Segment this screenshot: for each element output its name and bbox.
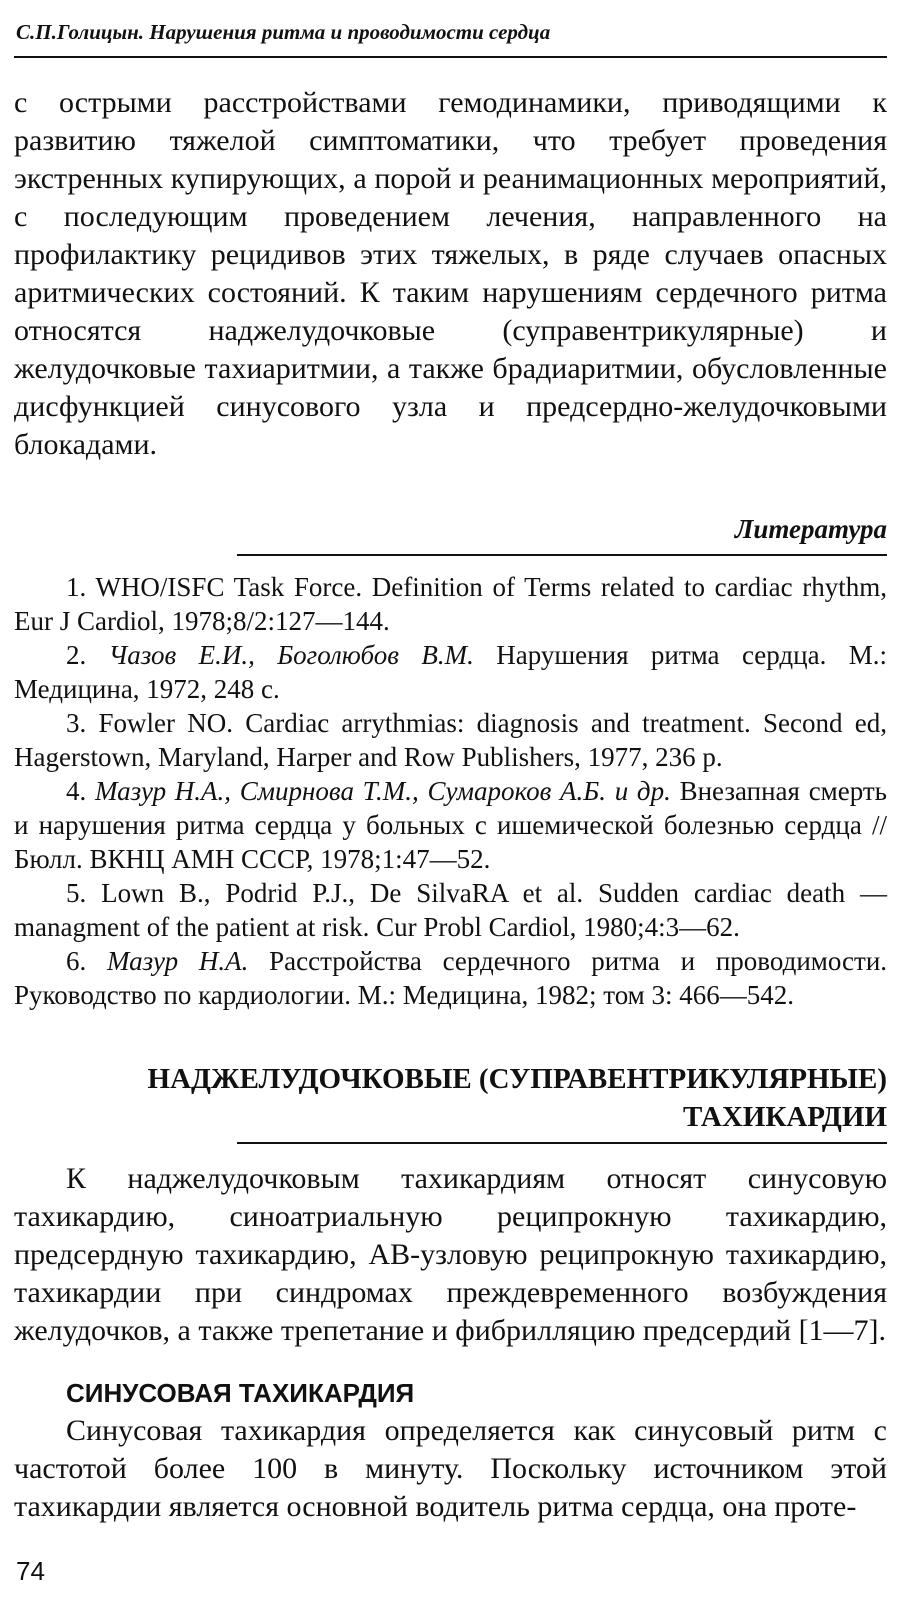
section-heading	[14, 1060, 887, 1136]
reference-list	[14, 570, 887, 1012]
reference-number: 3.	[66, 708, 87, 738]
page-number: 74	[16, 1556, 45, 1586]
reference-authors: Мазур Н.А., Смирнова Т.М., Сумароков А.Б. и др.	[94, 776, 671, 806]
reference-item	[14, 570, 887, 638]
reference-number: 4.	[66, 776, 87, 806]
intro-paragraph: с острыми расстройствами гемодинамики, приводящими к развитию тяжелой симптоматики, что требует проведения экстренных купирующих, а порой и реанимационных мероприятий, с последующим проведением лечения, направленного на профилактику рецидивов этих тяжелых, в ряде случаев опасных аритмических состояний. К таким нарушениям сердечного ритма относятся наджелудочковые (суправентрикулярные) и желудочковые тахиаритмии, а также брадиаритмии, обусловленные дисфункцией синусового узла и предсердно-желудочковыми блокадами.	[14, 86, 887, 461]
reference-item	[14, 944, 887, 1012]
literature-rule	[237, 554, 887, 556]
reference-text: Внезапная смерть и нарушения ритма сердца у больных с ишемической болезнью сердца // Бюлл. ВКНЦ АМН СССР, 1978;1:47—52.	[14, 776, 888, 874]
reference-number: 6.	[66, 946, 87, 976]
reference-text: Fowler NO. Cardiac arrythmias: diagnosis and treatment. Second ed, Hagerstown, Maryland, Harper and Row Publishers, 1977, 236 p.	[14, 708, 888, 772]
reference-text: Lown B., Podrid P.J., De SilvaRA et al. Sudden cardiac death — managment of the patient at risk. Cur Probl Cardiol, 1980;4:3—62.	[14, 878, 888, 942]
reference-item	[14, 638, 887, 706]
reference-text: WHO/ISFC Task Force. Definition of Terms related to cardiac rhythm, Eur J Cardiol, 1978;8/2:127—144.	[14, 572, 888, 636]
running-head: С.П.Голицын. Нарушения ритма и проводимости сердца	[16, 20, 551, 44]
reference-number: 2.	[66, 640, 87, 670]
reference-item	[14, 876, 887, 944]
reference-item	[14, 774, 887, 876]
literature-heading: Литература	[734, 514, 887, 544]
running-head-rule	[14, 56, 887, 58]
reference-text: Расстройства сердечного ритма и проводимости. Руководство по кардиологии. М.: Медицина, 1982; том 3: 466—542.	[14, 946, 888, 1010]
section-heading-line: НАДЖЕЛУДОЧКОВЫЕ (СУПРАВЕНТРИКУЛЯРНЫЕ)	[147, 1063, 887, 1095]
section-heading-rule	[237, 1142, 887, 1144]
reference-authors: Чазов Е.И., Боголюбов В.М.	[108, 640, 474, 670]
section-heading-line: ТАХИКАРДИИ	[683, 1101, 887, 1133]
reference-number: 5.	[66, 878, 87, 908]
subsection-heading: СИНУСОВАЯ ТАХИКАРДИЯ	[66, 1378, 415, 1408]
reference-text: Нарушения ритма сердца. М.: Медицина, 1972, 248 с.	[14, 640, 887, 704]
section-intro-paragraph: К наджелудочковым тахикардиям относят синусовую тахикардию, синоатриальную реципрокную тахикардию, предсердную тахикардию, АВ-узловую реципрокную тахикардию, тахикардии при синдромах преждевременного возбуждения желудочков, а также трепетание и фибрилляцию предсердий [1—7].	[14, 1162, 887, 1347]
book-page	[14, 18, 887, 1526]
reference-item	[14, 706, 887, 774]
reference-number: 1.	[66, 572, 87, 602]
reference-authors: Мазур Н.А.	[107, 946, 249, 976]
subsection-paragraph: Синусовая тахикардия определяется как синусовый ритм с частотой более 100 в минуту. Поскольку источником этой тахикардии является основной водитель ритма сердца, она проте-	[14, 1414, 887, 1523]
